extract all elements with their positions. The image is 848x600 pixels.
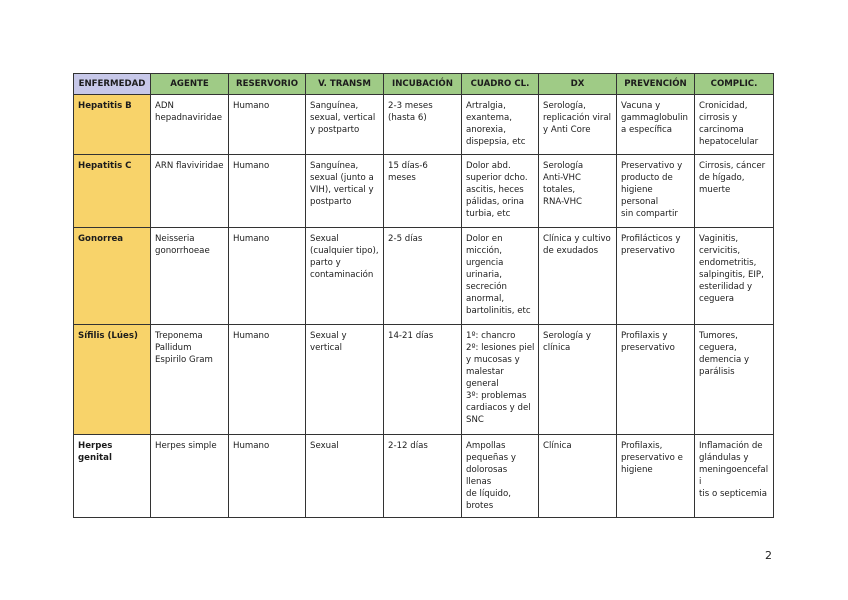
clinical-picture-cell: Dolor en micción, urgencia urinaria, secreción anormal, bartolinitis, etc bbox=[462, 228, 539, 325]
page-number: 2 bbox=[765, 549, 772, 562]
table-header-row bbox=[74, 74, 774, 95]
complications-cell: Cronicidad, cirrosis y carcinoma hepatocelular bbox=[695, 95, 774, 155]
clinical-picture-cell: 1º: chancro 2º: lesiones piel y mucosas y malestar general 3º: problemas cardiacos y del SNC bbox=[462, 325, 539, 435]
header-dx: DX bbox=[539, 74, 617, 95]
reservoir-cell: Humano bbox=[229, 435, 306, 518]
disease-cell: Sífilis (Lúes) bbox=[74, 325, 151, 435]
agent-cell: Neisseria gonorrhoeae bbox=[151, 228, 229, 325]
incubation-cell: 2-5 días bbox=[384, 228, 462, 325]
complications-cell: Inflamación de glándulas y meningoencefali tis o septicemia bbox=[695, 435, 774, 518]
reservoir-cell: Humano bbox=[229, 228, 306, 325]
header-incubacion: INCUBACIÓN bbox=[384, 74, 462, 95]
header-prevencion: PREVENCIÓN bbox=[617, 74, 695, 95]
header-agente: AGENTE bbox=[151, 74, 229, 95]
header-enfermedad: ENFERMEDAD bbox=[74, 74, 151, 95]
transmission-cell: Sanguínea, sexual (junto a VIH), vertical y postparto bbox=[306, 155, 384, 228]
header-complicaciones: COMPLIC. bbox=[695, 74, 774, 95]
disease-cell: Hepatitis B bbox=[74, 95, 151, 155]
agent-cell: ADN hepadnaviridae bbox=[151, 95, 229, 155]
incubation-cell: 15 días-6 meses bbox=[384, 155, 462, 228]
diagnosis-cell: Serología, replicación viral y Anti Core bbox=[539, 95, 617, 155]
table-row bbox=[74, 95, 774, 155]
agent-cell: Treponema Pallidum Espirilo Gram bbox=[151, 325, 229, 435]
disease-cell: Hepatitis C bbox=[74, 155, 151, 228]
incubation-cell: 2-3 meses (hasta 6) bbox=[384, 95, 462, 155]
clinical-picture-cell: Dolor abd. superior dcho. ascitis, heces pálidas, orina turbia, etc bbox=[462, 155, 539, 228]
table-row bbox=[74, 228, 774, 325]
diagnosis-cell: Serología Anti-VHC totales, RNA-VHC bbox=[539, 155, 617, 228]
incubation-cell: 14-21 días bbox=[384, 325, 462, 435]
disease-cell: Herpes genital bbox=[74, 435, 151, 518]
transmission-cell: Sexual (cualquier tipo), parto y contaminación bbox=[306, 228, 384, 325]
header-transmision: V. TRANSM bbox=[306, 74, 384, 95]
table-row bbox=[74, 325, 774, 435]
agent-cell: ARN flaviviridae bbox=[151, 155, 229, 228]
complications-cell: Cirrosis, cáncer de hígado, muerte bbox=[695, 155, 774, 228]
diagnosis-cell: Serología y clínica bbox=[539, 325, 617, 435]
clinical-picture-cell: Artralgia, exantema, anorexia, dispepsia, etc bbox=[462, 95, 539, 155]
complications-cell: Tumores, ceguera, demencia y parálisis bbox=[695, 325, 774, 435]
complications-cell: Vaginitis, cervicitis, endometritis, salpingitis, EIP, esterilidad y ceguera bbox=[695, 228, 774, 325]
incubation-cell: 2-12 días bbox=[384, 435, 462, 518]
diagnosis-cell: Clínica y cultivo de exudados bbox=[539, 228, 617, 325]
header-cuadro-clinico: CUADRO CL. bbox=[462, 74, 539, 95]
transmission-cell: Sexual bbox=[306, 435, 384, 518]
agent-cell: Herpes simple bbox=[151, 435, 229, 518]
table-row bbox=[74, 435, 774, 518]
reservoir-cell: Humano bbox=[229, 95, 306, 155]
prevention-cell: Vacuna y gammaglobulin a específica bbox=[617, 95, 695, 155]
transmission-cell: Sexual y vertical bbox=[306, 325, 384, 435]
prevention-cell: Profilaxis, preservativo e higiene bbox=[617, 435, 695, 518]
prevention-cell: Profilaxis y preservativo bbox=[617, 325, 695, 435]
reservoir-cell: Humano bbox=[229, 155, 306, 228]
sti-table bbox=[73, 73, 774, 518]
clinical-picture-cell: Ampollas pequeñas y dolorosas llenas de líquido, brotes bbox=[462, 435, 539, 518]
diagnosis-cell: Clínica bbox=[539, 435, 617, 518]
reservoir-cell: Humano bbox=[229, 325, 306, 435]
header-reservorio: RESERVORIO bbox=[229, 74, 306, 95]
prevention-cell: Profilácticos y preservativo bbox=[617, 228, 695, 325]
prevention-cell: Preservativo y producto de higiene personal sin compartir bbox=[617, 155, 695, 228]
disease-cell: Gonorrea bbox=[74, 228, 151, 325]
table-row bbox=[74, 155, 774, 228]
transmission-cell: Sanguínea, sexual, vertical y postparto bbox=[306, 95, 384, 155]
